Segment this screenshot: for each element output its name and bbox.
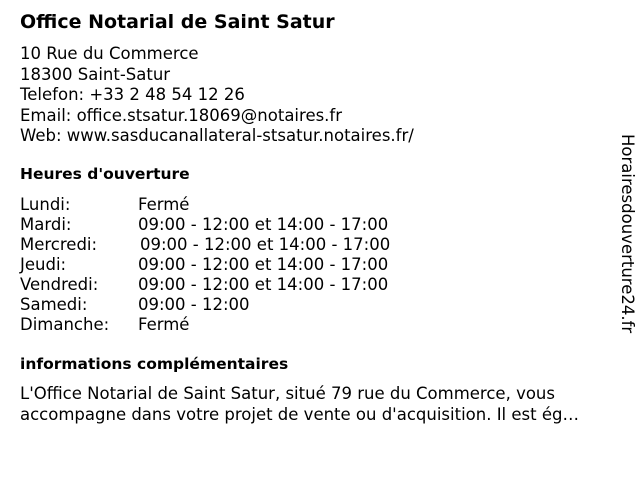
day-label: Jeudi: [20, 255, 67, 274]
day-label: Lundi: [20, 195, 71, 214]
site-watermark: Horairesdouverture24.fr [618, 134, 637, 334]
day-hours: Fermé [138, 315, 190, 334]
day-label: Mercredi: [20, 235, 98, 254]
day-hours: 09:00 - 12:00 et 14:00 - 17:00 [138, 255, 389, 274]
day-hours: Fermé [138, 195, 190, 214]
info-description: L'Office Notarial de Saint Satur, situé 79 rue du Commerce, vous accompagne dans votre projet de vente ou d'acquisition. Il est ég… [20, 384, 579, 424]
day-hours: 09:00 - 12:00 et 14:00 - 17:00 [138, 275, 389, 294]
phone-number: Telefon: +33 2 48 54 12 26 [20, 85, 245, 104]
day-hours: 09:00 - 12:00 et 14:00 - 17:00 [138, 215, 389, 234]
day-label: Dimanche: [20, 315, 110, 334]
day-hours: 09:00 - 12:00 [138, 295, 250, 314]
info-heading: informations complémentaires [20, 355, 289, 373]
day-hours: 09:00 - 12:00 et 14:00 - 17:00 [140, 235, 391, 254]
email-address: Email: office.stsatur.18069@notaires.fr [20, 105, 343, 125]
hours-heading: Heures d'ouverture [20, 165, 190, 183]
city-address: 18300 Saint-Satur [20, 64, 171, 84]
street-address: 10 Rue du Commerce [20, 44, 199, 63]
day-label: Samedi: [20, 295, 88, 314]
address-block [20, 44, 414, 147]
page-title: Office Notarial de Saint Satur [20, 11, 335, 33]
day-label: Vendredi: [20, 275, 99, 294]
website-url: Web: www.sasducanallateral-stsatur.notaires.fr/ [20, 126, 414, 145]
day-label: Mardi: [20, 215, 72, 234]
